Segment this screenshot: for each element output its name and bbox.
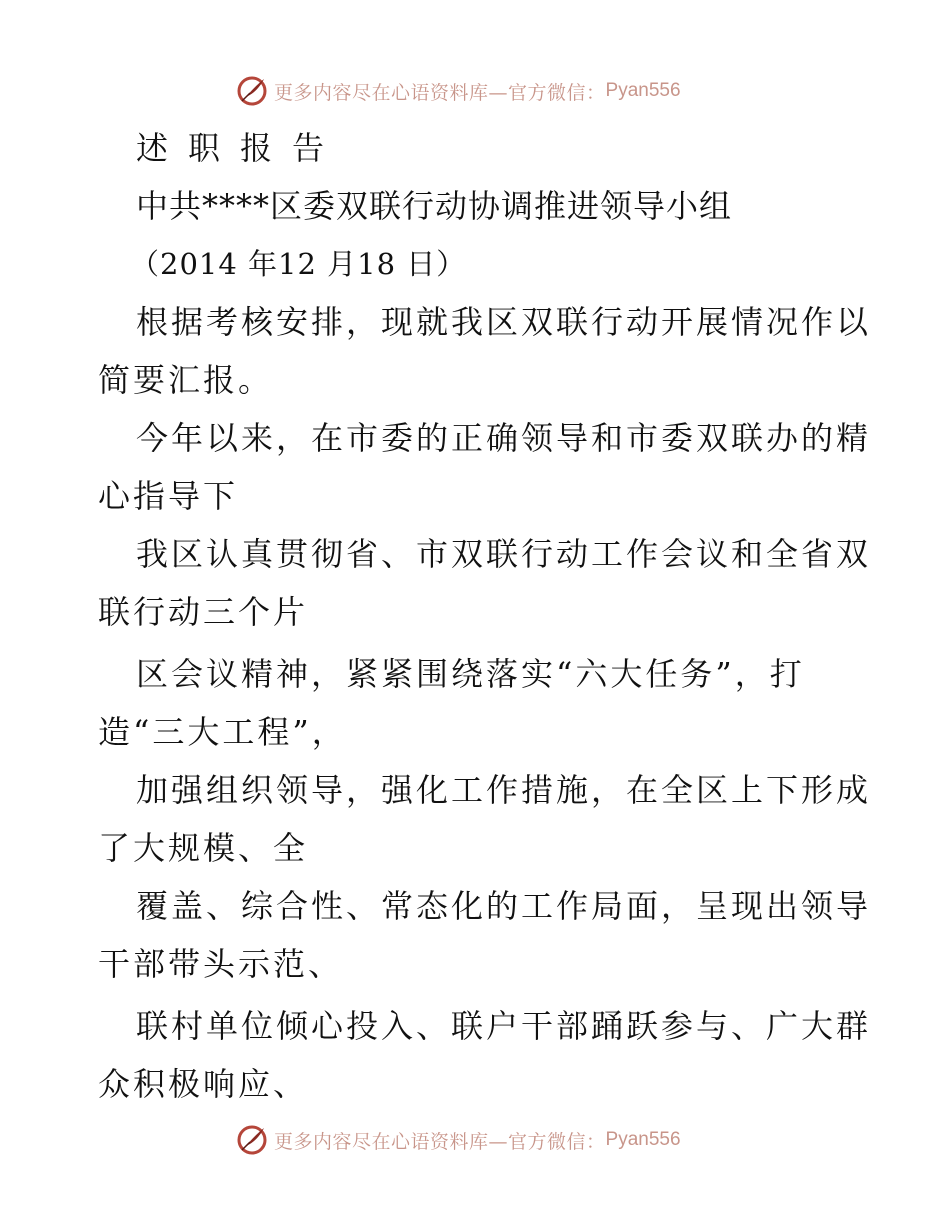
footer-watermark [236,1123,681,1157]
paragraph-line: 造“三大工程”， [98,713,347,751]
paragraph-line: 了大规模、全 [98,829,309,867]
paragraph-line: 联村单位倾心投入、联户干部踊跃参与、广大群 [136,1007,872,1045]
feather-in-circle-icon [236,75,268,107]
header-watermark [236,74,681,108]
report-date: （2014 年12 月18 日） [130,247,467,281]
paragraph-line: 干部带头示范、 [98,945,344,983]
paragraph-line: 众积极响应、 [98,1065,309,1103]
paragraph-line: 区会议精神，紧紧围绕落实“六大任务”，打 [136,655,805,693]
paragraph-line: 覆盖、综合性、常态化的工作局面，呈现出领导 [136,887,872,925]
paragraph-line: 我区认真贯彻省、市双联行动工作会议和全省双 [136,535,872,573]
watermark-wechat-id: Pyan556 [605,1129,681,1150]
organization-name: 中共****区委双联行动协调推进领导小组 [136,187,733,225]
paragraph-line: 心指导下 [98,477,239,515]
paragraph-line: 简要汇报。 [98,361,274,399]
paragraph-line: 今年以来，在市委的正确领导和市委双联办的精 [136,419,872,457]
paragraph-line: 根据考核安排，现就我区双联行动开展情况作以 [136,303,872,341]
feather-in-circle-icon [236,1124,268,1156]
watermark-text: 更多内容尽在心语资料库—官方微信： [274,1130,606,1153]
document-title: 述职报告 [136,129,345,167]
paragraph-line: 联行动三个片 [98,593,309,631]
paragraph-line: 加强组织领导，强化工作措施，在全区上下形成 [136,771,872,809]
watermark-text: 更多内容尽在心语资料库—官方微信： [274,81,606,104]
watermark-wechat-id: Pyan556 [605,80,681,101]
